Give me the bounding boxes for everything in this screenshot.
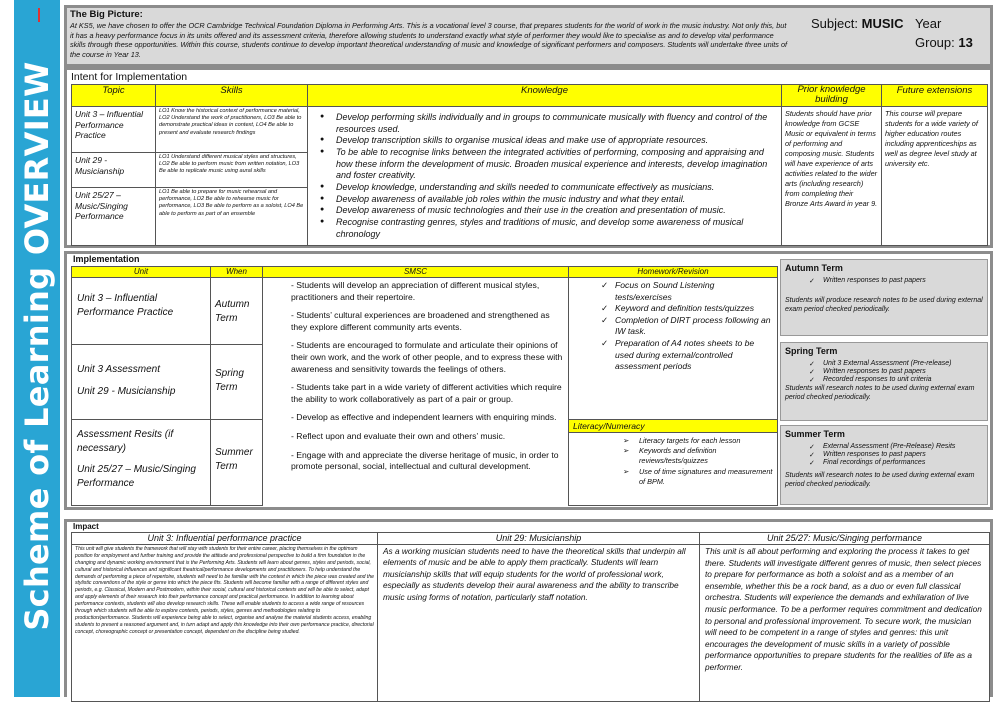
term-box-summer <box>780 425 988 505</box>
impact-panel <box>64 519 993 697</box>
intent-topic: Unit 25/27 – Music/Singing Performance <box>72 187 156 245</box>
subject-block <box>811 16 904 31</box>
red-marker <box>38 8 40 22</box>
term-title: Autumn Term <box>785 263 843 273</box>
big-picture-block <box>70 9 790 59</box>
term-list <box>805 277 983 284</box>
term-box-spring <box>780 342 988 421</box>
impact-header: Unit 29: Musicianship <box>378 533 700 545</box>
smsc-item: - Students take part in a wide variety of different activities which require the ability to work collaboratively as part of a pair or group. <box>291 382 562 404</box>
term-item: ✓ Final recordings of performances <box>805 459 983 466</box>
smsc-item: - Reflect upon and evaluate their own and others’ music. <box>291 430 506 441</box>
knowledge-item: ● Develop performing skills individually and in groups to communicate musically with fluency and control of the resources used. <box>312 112 777 135</box>
impl-unit: Unit 25/27 – Music/Singing Performance <box>77 464 196 489</box>
impact-text-unit29: As a working musician students need to have the theoretical skills that underpin all elements of music and be able to apply them practically. Students will learn musicianship skills that will equip students for the world of professional work, especially as students develop their aural awareness and the ability to transcribe music using forms of notation, particularly staff notation. <box>378 545 700 702</box>
impl-when: Spring Term <box>211 345 263 420</box>
impact-header: Unit 3: Influential performance practice <box>72 533 378 545</box>
term-title: Summer Term <box>785 429 845 439</box>
intent-header: Prior knowledge building <box>782 85 882 107</box>
smsc-item: - Engage with and appreciate the diverse heritage of music, in order to promote personal, social, intellectual and cultural development. <box>291 449 559 472</box>
literacy-heading: Literacy/Numeracy <box>569 420 777 433</box>
term-box-autumn <box>780 259 988 336</box>
sidebar-title: Scheme of Learning OVERVIEW <box>18 61 56 631</box>
smsc-item: - Students’ cultural experiences are broadened and strengthened as they explore different community arts events. <box>291 310 550 332</box>
intent-header: Topic <box>72 85 156 107</box>
impl-unit: Unit 3 – Influential Performance Practice <box>77 293 174 318</box>
knowledge-item: ● To be able to recognise links between the integrated activities of performing, composing and appraising and how these inform the development of music. Broaden musical experience and interests, develop imagination and foster creativity. <box>312 147 777 182</box>
knowledge-item: ● Develop transcription skills to organise musical ideas and make use of appropriate resources. <box>312 135 777 147</box>
term-item: ✓ Written responses to past papers <box>805 368 983 375</box>
term-item: ✓ Unit 3 External Assessment (Pre-release) <box>805 360 983 367</box>
homework-cell <box>569 278 778 420</box>
term-list <box>805 443 983 466</box>
knowledge-item: ● Recognise contrasting genres, styles and traditions of music, and develop some awareness of musical chronology <box>312 217 777 240</box>
big-picture-text: At KS5, we have chosen to offer the OCR Cambridge Technical Foundation Diploma in Performing Arts. This is a vocational level 3 course, that prepares students for the world of work in the music industry. Not only this, but it has a heavy performance focus in its units offered and its assessment criteria, therefore allowing students to understand exactly what style of performer they would like to specialise as and to develop vital performance skills through these opportunities. Within this course, students continue to develop important theoretical understanding of music and knowledge of significant performers and composers. Students will undertake three units of the course in Year 13. <box>70 21 788 59</box>
group-block <box>915 35 973 50</box>
impact-text-unit25: This unit is all about performing and exploring the process it takes to get there. Students will investigate different genres of music, then select pieces to prepare for performance as both a soloist and as a member of an ensemble, whether this be a rock band, as a duo or even full classical orchestra. Students will experience the demands and exhilaration of live music performance. To be a performer requires commitment and dedication to personal and professional improvement. To secure work, the musician will need to be competent in a range of styles and genres: this unit encourages the development of music skills in a variety of possible performance opportunities to prepare students for the realities of life as a performer. <box>700 545 990 702</box>
impact-header: Unit 25/27: Music/Singing performance <box>700 533 990 545</box>
knowledge-item: ● Develop knowledge, understanding and skills needed to communicate effectively as musicians. <box>312 182 777 194</box>
impl-unit-cell <box>72 420 211 506</box>
year-label: Year <box>915 16 942 31</box>
term-title: Spring Term <box>785 346 838 356</box>
homework-item: ✓ Keyword and definition tests/quizzes <box>597 303 773 315</box>
homework-item: ✓ Preparation of A4 notes sheets to be used during external/controlled assessment periods <box>597 338 773 373</box>
literacy-item: ➢ Use of time signatures and measurement of BPM. <box>621 467 773 487</box>
intent-heading: Intent for Implementation <box>71 71 188 83</box>
intent-skills: LO1 Know the historical context of performance material, LO2 Understand the work of practitioners, LO3 Be able to demonstrate practical ideas in context, LO4 Be able to present and evaluate research findings <box>156 106 308 152</box>
intent-header: Future extensions <box>882 85 988 107</box>
smsc-item: - Develop as effective and independent learners with enquiring minds. <box>291 412 557 423</box>
implementation-panel <box>64 251 993 510</box>
term-item: ✓ External Assessment (Pre-Release) Resits <box>805 443 983 450</box>
big-picture-panel <box>64 5 993 67</box>
subject-label: Subject: <box>811 16 858 31</box>
impl-unit-cell <box>72 345 211 420</box>
big-picture-heading: The Big Picture: <box>70 9 143 20</box>
prior-knowledge: Students should have prior knowledge from GCSE Music or equivalent in terms of performing and composing music. Students will have experience of arts activities related to the wider arts (including research) from completing their Bronze Arts Award in year 9. <box>782 106 882 245</box>
homework-item: ✓ Focus on Sound Listening tests/exercises <box>597 280 773 303</box>
intent-table <box>71 84 988 246</box>
smsc-item: - Students are encouraged to formulate and articulate their opinions of their own work, and the work of other people, and to express these with awareness and sensitivity towards the feelings of others. <box>291 340 563 374</box>
group-value: 13 <box>958 35 973 50</box>
impl-header: SMSC <box>263 267 569 278</box>
knowledge-item: ● Develop awareness of music technologies and their use in the creation and presentation of music. <box>312 205 777 217</box>
smsc-cell <box>263 278 569 506</box>
intent-skills: LO1 Be able to prepare for music rehearsal and performance, LO2 Be able to rehearse music for performance, LO3 Be able to perform as a soloist, LO4 Be able to perform as part of an ensemble <box>156 187 308 245</box>
sidebar <box>0 0 62 697</box>
literacy-cell <box>569 420 778 506</box>
literacy-item: ➢ Literacy targets for each lesson <box>621 436 773 446</box>
term-item: ✓ Recorded responses to unit criteria <box>805 376 983 383</box>
impact-table <box>71 532 990 702</box>
term-note: Students will research notes to be used during external exam period checked periodically. <box>785 472 975 489</box>
impl-unit-cell <box>72 278 211 345</box>
intent-topic: Unit 29 - Musicianship <box>72 152 156 187</box>
term-list <box>805 360 983 383</box>
impl-when: Autumn Term <box>211 278 263 345</box>
subject-value: MUSIC <box>861 16 904 31</box>
intent-header: Knowledge <box>308 85 782 107</box>
intent-header: Skills <box>156 85 308 107</box>
literacy-list <box>569 433 777 489</box>
knowledge-list <box>312 112 777 241</box>
term-item: ✓ Written responses to past papers <box>805 451 983 458</box>
group-label: Group: <box>915 35 955 50</box>
impact-heading: Impact <box>73 522 99 531</box>
impl-when: Summer Term <box>211 420 263 506</box>
term-note: Students will produce research notes to be used during external exam period checked periodically. <box>785 297 983 314</box>
intent-panel <box>64 67 993 248</box>
smsc-item: - Students will develop an appreciation of different musical styles, practitioners and their repertoire. <box>291 280 540 302</box>
impl-header: When <box>211 267 263 278</box>
impl-header: Homework/Revision <box>569 267 778 278</box>
impl-header: Unit <box>72 267 211 278</box>
implementation-heading: Implementation <box>73 254 140 264</box>
implementation-table <box>71 266 778 506</box>
knowledge-item: ● Develop awareness of available job roles within the music industry and what they entail. <box>312 194 777 206</box>
impact-text-unit3: This unit will give students the framework that will stay with students for their entire career, placing themselves in the optimum position for employment and further training and provide the attitude and professional perspective to build a firm foundation in the changing and dynamic working environment that is the Performing Arts. Students will learn about genres, styles and periods, social, cultural and historical influences and significant theatrical/performance developments and practitioners. To help understand the demands of performing a piece of repertoire, students will need to be familiar with the context in which the piece was created and the stylistic conventions of the style or genre into which the piece fits. Students will become familiar with a range of different styles and periods, e.g. Classical, Modern and Postmodern, within their social, cultural and historical contexts and will be able to select, adapt and apply elements of their research into their performance concept and practical performance. In addition to learning about performance contexts, students will also develop research skills. These will enable students to access a wide range of resources through which students will be able to explore contexts, periods, styles, genres and methodologies relating to production/performance. Students will experience being able to select, organise and analyse the material students access, enabling students to present a reasoned argument and, in turn adapt and apply this knowledge into their own performance practice, directorial concept, choreographic concept or presentation concept, dependant on the discipline being studied. <box>72 545 378 702</box>
homework-item: ✓ Completion of DIRT process following an IW task. <box>597 315 773 338</box>
future-extensions: This course will prepare students for a wide variety of higher education routes including apprenticeships as well as degree level study at university etc. <box>882 106 988 245</box>
impl-unit: Unit 29 - Musicianship <box>77 385 176 397</box>
intent-topic: Unit 3 – Influential Performance Practice <box>72 106 156 152</box>
literacy-item: ➢ Keywords and definition reviews/tests/quizzes <box>621 446 773 466</box>
term-note: Students will research notes to be used during external exam period checked periodically. <box>785 385 975 402</box>
intent-skills: LO1 Understand different musical styles and structures, LO2 Be able to perform music from written notation, LO3 Be able to replicate music using aural skills <box>156 152 308 187</box>
impl-unit: Unit 3 Assessment <box>77 364 160 375</box>
impl-unit: Assessment Resits (if necessary) <box>77 429 174 454</box>
term-item: ✓ Written responses to past papers <box>805 277 983 284</box>
homework-list <box>597 280 773 373</box>
